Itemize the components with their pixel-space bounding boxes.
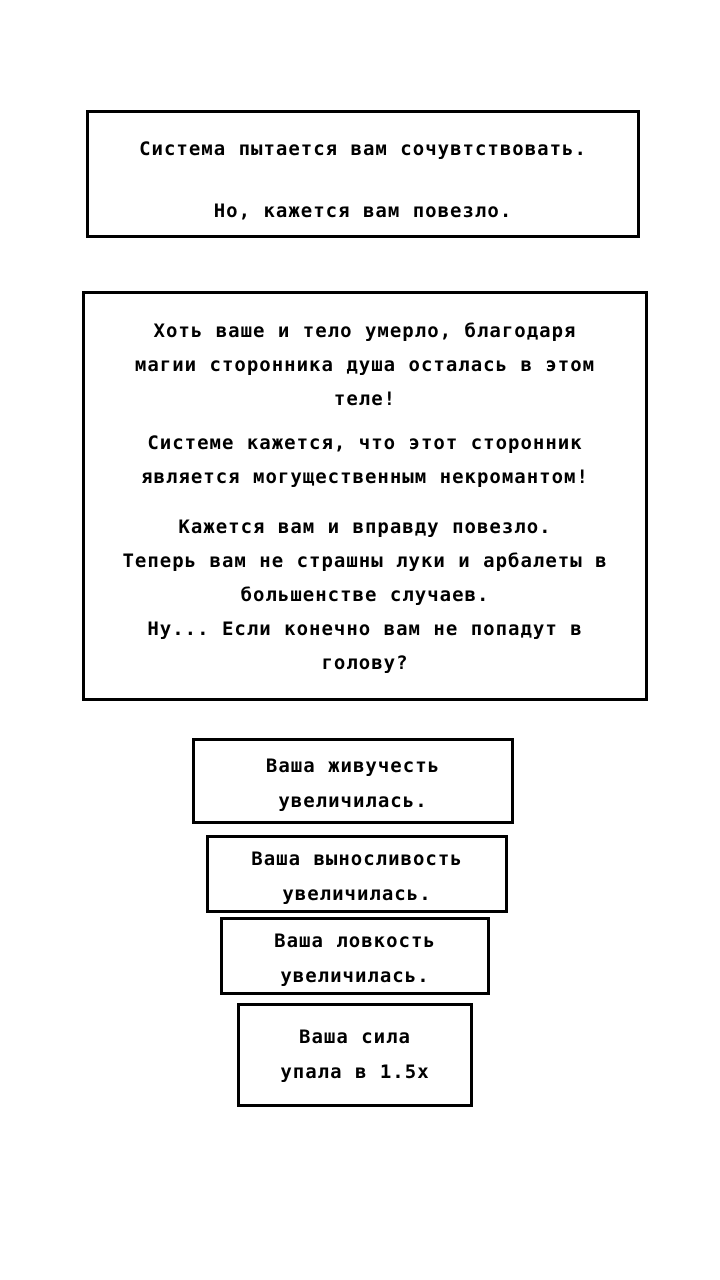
system-message-line: Система пытается вам сочувтствовать. [139,138,587,160]
system-message-line: Но, кажется вам повезло. [213,200,513,222]
message-line: Теперь вам не страшны луки и арбалеты в [122,550,608,572]
necromancer-message-box [82,291,648,701]
stat-strength-box [237,1003,473,1107]
stat-vitality-box [192,738,514,824]
stat-name: Ваша сила [299,1026,411,1048]
message-line: голову? [321,652,409,674]
stat-endurance-box [206,835,508,913]
system-message-box [86,110,640,238]
stat-change: упала в 1.5х [280,1061,430,1083]
message-line: Ну... Если конечно вам не попадут в [147,618,583,640]
stat-change: увеличилась. [280,965,430,987]
message-line: большенстве случаев. [240,584,490,606]
stat-change: увеличилась. [278,790,428,812]
message-line: теле! [333,388,397,410]
stat-agility-box [220,917,490,995]
message-line: Системе кажется, что этот сторонник [147,432,583,454]
message-line: является могущественным некромантом! [141,466,589,488]
stat-name: Ваша живучесть [265,755,441,777]
message-line: Хоть ваше и тело умерло, благодаря [153,320,577,342]
message-line: Кажется вам и вправду повезло. [178,516,552,538]
stat-name: Ваша ловкость [274,930,436,952]
stat-change: увеличилась. [282,883,432,905]
message-line: магии сторонника душа осталась в этом [134,354,596,376]
stat-name: Ваша выносливость [251,848,463,870]
